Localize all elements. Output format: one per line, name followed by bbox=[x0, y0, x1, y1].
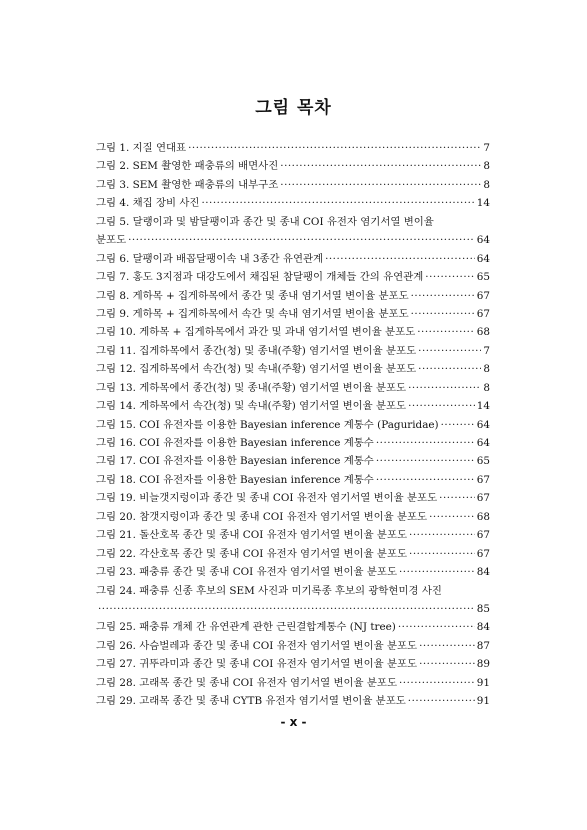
toc-entry-label: 그림 21. 돌산호목 종간 및 종내 COI 유전자 염기서열 변이율 분포도 bbox=[96, 529, 408, 542]
dot-leader bbox=[98, 600, 475, 618]
toc-entry-label: 그림 3. SEM 촬영한 패충류의 내부구조 bbox=[96, 178, 279, 191]
toc-entry[interactable] bbox=[96, 268, 490, 286]
toc-entry-page: 84 bbox=[476, 621, 490, 634]
toc-entry-label: 그림 24. 패충류 신종 후보의 SEM 사진과 미기록종 후보의 광학현미경 사진 bbox=[96, 584, 442, 597]
toc-entry-page: 64 bbox=[476, 234, 490, 247]
toc-entry-label: 그림 12. 집게하목에서 속간(청) 및 속내(주황) 염기서열 변이율 분포도 bbox=[96, 363, 417, 376]
dot-leader bbox=[409, 545, 475, 563]
toc-entry-page: 14 bbox=[476, 400, 490, 413]
toc-entry-page: 14 bbox=[476, 197, 490, 210]
dot-leader bbox=[280, 176, 481, 194]
toc-entry[interactable] bbox=[96, 563, 490, 581]
toc-entry-label: 그림 15. COI 유전자를 이용한 Bayesian inference 계통수 (Paguridae) bbox=[96, 418, 439, 431]
toc-entry-label: 그림 11. 집게하목에서 종간(청) 및 종내(주황) 염기서열 변이율 분포도 bbox=[96, 344, 417, 357]
toc-entry[interactable] bbox=[96, 452, 490, 470]
dot-leader bbox=[417, 323, 475, 341]
toc-entry-page: 64 bbox=[476, 418, 490, 431]
toc-entry-label: 그림 18. COI 유전자를 이용한 Bayesian inference 계통수 bbox=[96, 473, 374, 486]
toc-entry-page: 84 bbox=[476, 566, 490, 579]
dot-leader bbox=[408, 692, 475, 710]
toc-entry[interactable] bbox=[96, 360, 490, 378]
toc-entry-label: 그림 10. 게하목 + 집게하목에서 과간 및 과내 염기서열 변이율 분포도 bbox=[96, 326, 416, 339]
toc-entry-label: 그림 7. 홍도 3지점과 대강도에서 채집된 참달팽이 개체들 간의 유연관계 bbox=[96, 271, 424, 284]
toc-entry-label: 그림 26. 사슴벌레과 종간 및 종내 COI 유전자 염기서열 변이율 분포도 bbox=[96, 639, 418, 652]
toc-entry-label: 그림 29. 고래목 종간 및 종내 CYTB 유전자 염기서열 변이율 분포도 bbox=[96, 695, 406, 708]
dot-leader bbox=[399, 674, 475, 692]
toc-entry-label: 그림 28. 고래목 종간 및 종내 COI 유전자 염기서열 변이율 분포도 bbox=[96, 676, 397, 689]
toc-entry[interactable] bbox=[96, 618, 490, 636]
toc-entry[interactable] bbox=[96, 582, 490, 619]
toc-entry-page: 64 bbox=[476, 437, 490, 450]
dot-leader bbox=[376, 434, 475, 452]
toc-entry-label: 그림 20. 참갯지렁이과 종간 및 종내 COI 유전자 염기서열 변이율 분포도 bbox=[96, 510, 428, 523]
toc-entry-page: 64 bbox=[476, 252, 490, 265]
toc-entry-page: 65 bbox=[476, 455, 490, 468]
toc-entry[interactable] bbox=[96, 287, 490, 305]
page-title: 그림 목차 bbox=[255, 98, 332, 118]
figure-toc-list bbox=[96, 139, 490, 711]
toc-entry-page: 67 bbox=[476, 492, 490, 505]
toc-entry[interactable] bbox=[96, 194, 490, 212]
toc-entry[interactable] bbox=[96, 489, 490, 507]
dot-leader bbox=[418, 342, 481, 360]
toc-entry[interactable] bbox=[96, 508, 490, 526]
toc-entry[interactable] bbox=[96, 637, 490, 655]
dot-leader bbox=[409, 526, 475, 544]
toc-entry-page: 65 bbox=[476, 271, 490, 284]
toc-entry[interactable] bbox=[96, 545, 490, 563]
toc-entry-page: 7 bbox=[483, 142, 490, 154]
toc-entry-label: 그림 6. 달팽이과 배꼽달팽이속 내 3종간 유연관계 bbox=[96, 252, 324, 265]
dot-leader bbox=[376, 471, 475, 489]
dot-leader bbox=[411, 305, 475, 323]
toc-entry[interactable] bbox=[96, 176, 490, 194]
toc-entry-label: 그림 27. 귀뚜라미과 종간 및 종내 COI 유전자 염기서열 변이율 분포도 bbox=[96, 658, 418, 671]
toc-entry-page: 68 bbox=[476, 326, 490, 339]
toc-entry-page: 91 bbox=[476, 695, 490, 708]
toc-entry-page: 7 bbox=[483, 344, 490, 357]
toc-entry[interactable] bbox=[96, 655, 490, 673]
page-number-footer: - x - bbox=[280, 715, 307, 729]
dot-leader bbox=[441, 416, 475, 434]
toc-entry[interactable] bbox=[96, 471, 490, 489]
toc-entry-page: 91 bbox=[476, 676, 490, 689]
toc-entry-label: 그림 25. 패충류 개체 간 유연관계 관한 근린결합계통수 (NJ tree) bbox=[96, 621, 396, 634]
toc-entry-label: 그림 4. 채집 장비 사진 bbox=[96, 197, 200, 210]
toc-entry-page: 68 bbox=[476, 510, 490, 523]
toc-entry-page: 67 bbox=[476, 529, 490, 542]
dot-leader bbox=[188, 139, 481, 157]
toc-entry-label: 그림 22. 각산호목 종간 및 종내 COI 유전자 염기서열 변이율 분포도 bbox=[96, 547, 408, 560]
toc-entry[interactable] bbox=[96, 213, 490, 250]
toc-entry-label: 그림 2. SEM 촬영한 패충류의 배면사진 bbox=[96, 160, 279, 173]
dot-leader bbox=[429, 508, 475, 526]
toc-entry-page: 67 bbox=[476, 547, 490, 560]
toc-entry-label: 그림 1. 지질 연대표 bbox=[96, 142, 187, 154]
toc-entry-page: 87 bbox=[476, 639, 490, 652]
toc-entry[interactable] bbox=[96, 323, 490, 341]
toc-entry-label: 그림 16. COI 유전자를 이용한 Bayesian inference 계통수 bbox=[96, 437, 374, 450]
toc-entry-page: 67 bbox=[476, 473, 490, 486]
dot-leader bbox=[408, 397, 475, 415]
dot-leader bbox=[280, 157, 481, 175]
dot-leader bbox=[201, 194, 474, 212]
dot-leader bbox=[376, 452, 475, 470]
toc-entry-page: 8 bbox=[483, 160, 490, 173]
toc-entry[interactable] bbox=[96, 434, 490, 452]
dot-leader bbox=[408, 379, 481, 397]
toc-entry-page: 85 bbox=[476, 602, 490, 615]
toc-entry-page: 8 bbox=[483, 363, 490, 376]
toc-entry[interactable] bbox=[96, 305, 490, 323]
dot-leader bbox=[439, 489, 475, 507]
toc-entry[interactable] bbox=[96, 379, 490, 397]
toc-entry-label: 그림 13. 게하목에서 종간(청) 및 종내(주황) 염기서열 변이율 분포도 bbox=[96, 381, 407, 394]
toc-entry-label: 그림 23. 패충류 종간 및 종내 COI 유전자 염기서열 변이율 분포도 bbox=[96, 566, 397, 579]
toc-entry-page: 67 bbox=[476, 307, 490, 320]
toc-entry-page: 67 bbox=[476, 289, 490, 302]
toc-entry-label: 그림 17. COI 유전자를 이용한 Bayesian inference 계통수 bbox=[96, 455, 374, 468]
toc-entry-page: 89 bbox=[476, 658, 490, 671]
dot-leader bbox=[419, 637, 475, 655]
dot-leader bbox=[425, 268, 474, 286]
toc-entry-label: 그림 14. 게하목에서 속간(청) 및 속내(주황) 염기서열 변이율 분포도 bbox=[96, 400, 407, 413]
toc-entry-page: 8 bbox=[483, 381, 490, 394]
toc-entry[interactable] bbox=[96, 397, 490, 415]
toc-entry[interactable] bbox=[96, 674, 490, 692]
dot-leader bbox=[411, 287, 475, 305]
toc-entry[interactable] bbox=[96, 139, 490, 157]
toc-entry[interactable] bbox=[96, 342, 490, 360]
dot-leader bbox=[325, 250, 475, 268]
toc-entry-label-continued: 분포도 bbox=[96, 234, 127, 247]
dot-leader bbox=[399, 563, 475, 581]
dot-leader bbox=[419, 655, 475, 673]
toc-entry-label: 그림 8. 게하목 + 집게하목에서 종간 및 종내 염기서열 변이율 분포도 bbox=[96, 289, 409, 302]
toc-entry-label: 그림 5. 달랭이과 및 밤달팽이과 종간 및 종내 COI 유전자 염기서열 변이율 bbox=[96, 215, 434, 228]
toc-entry[interactable] bbox=[96, 416, 490, 434]
toc-entry-page: 8 bbox=[483, 178, 490, 191]
toc-entry[interactable] bbox=[96, 526, 490, 544]
toc-entry-label: 그림 19. 비늘갯지렁이과 종간 및 종내 COI 유전자 염기서열 변이율 분포도 bbox=[96, 492, 438, 505]
dot-leader bbox=[398, 618, 475, 636]
toc-entry[interactable] bbox=[96, 250, 490, 268]
toc-entry[interactable] bbox=[96, 692, 490, 710]
toc-entry[interactable] bbox=[96, 157, 490, 175]
dot-leader bbox=[418, 360, 481, 378]
toc-entry-label: 그림 9. 게하목 + 집게하목에서 속간 및 속내 염기서열 변이율 분포도 bbox=[96, 307, 409, 320]
dot-leader bbox=[128, 231, 475, 249]
